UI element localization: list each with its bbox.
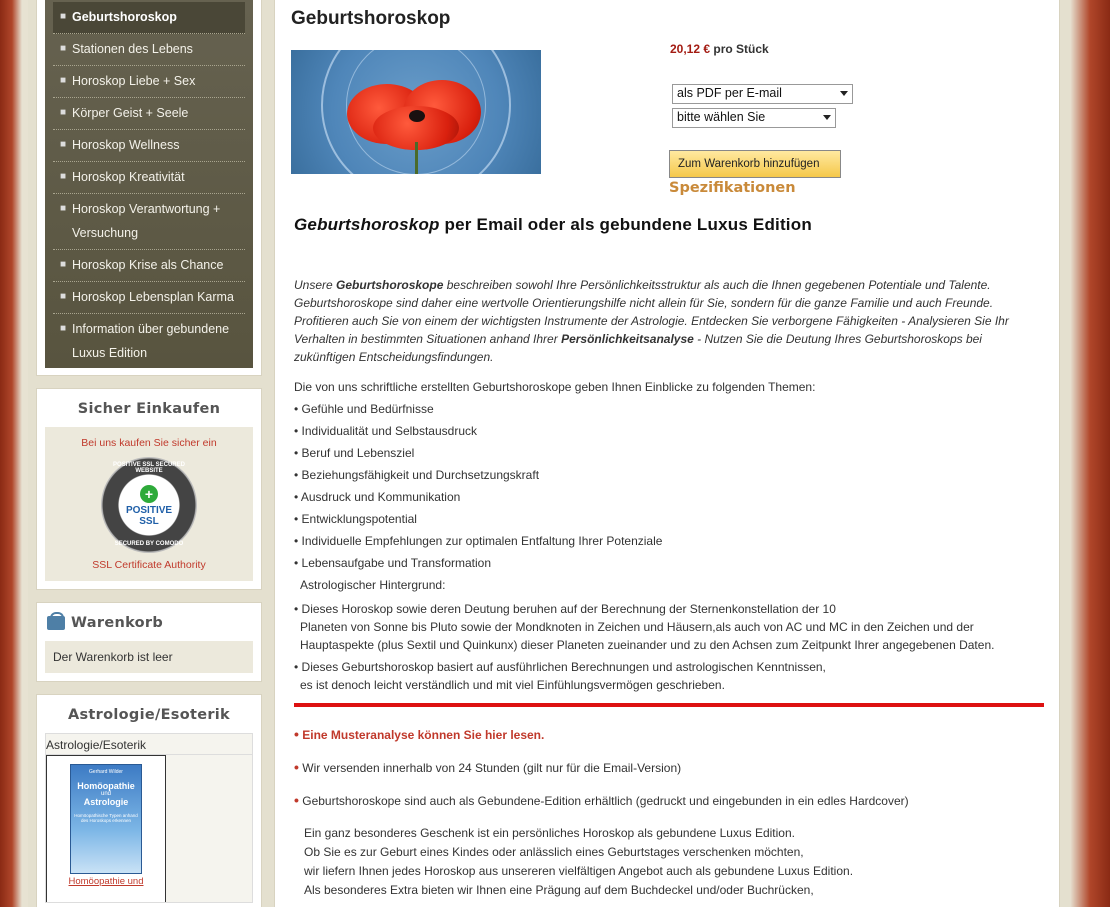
page-wrapper [28, 0, 1070, 907]
category-item-luxus[interactable]: ■ Information über gebundene Luxus Edition [53, 314, 245, 369]
background-item-1: • Dieses Horoskop sowie deren Deutung beruhen auf der Berechnung der Sternenkonstellation der 10 Planeten von Sonne bis Pluto sowie der Mondknoten in Zeichen und Häusern,als auch von AC und MC in den Zeichen und der Hauptaspekte (plus Sextil und Quinkunx) dieser Planeten zueinander und zu den Achsen zum Zeitpunkt Ihrer angegebenen Daten. [294, 602, 995, 652]
gift-text: Ein ganz besonderes Geschenk ist ein persönliches Horoskop als gebundene Luxus Edition. Ob Sie es zur Geburt eines Kindes oder anlässlich eines Geburtstages verschenken möchten, wir liefern Ihnen jedes Horoskop aus unsereren vielfältigen Angebot auch als gebundene Luxus Edition. Als besonderes Extra bieten wir Ihnen eine Prägung auf dem Buchdeckel und/oder Buchrücken, [304, 826, 854, 897]
product-image[interactable] [291, 50, 541, 174]
red-bullet-icon: • [294, 726, 299, 742]
themes-section [294, 376, 1044, 694]
poppy-stem [415, 142, 418, 174]
list-item: • Beruf und Lebensziel [294, 442, 1044, 464]
book-author: Gerhard Wilder [89, 769, 123, 775]
secure-shopping-text: Bei uns kaufen Sie sicher ein [81, 437, 217, 449]
sample-analysis-link[interactable]: Eine Musteranalyse können Sie hier lesen. [302, 728, 545, 742]
bullet-icon: ■ [60, 75, 67, 86]
cart-title: Warenkorb [45, 611, 253, 641]
cart-box [36, 602, 262, 682]
chevron-down-icon [840, 91, 848, 96]
poppy-center [409, 110, 425, 122]
list-item: • Individuelle Empfehlungen zur optimalen Entfaltung Ihrer Potenziale [294, 530, 1044, 552]
category-item-krise[interactable]: ■ Horoskop Krise als Chance [53, 250, 245, 282]
bullet-icon: ■ [60, 291, 67, 302]
secure-shopping-content [45, 427, 253, 581]
bullet-icon: ■ [60, 259, 67, 270]
ssl-authority-link[interactable]: SSL Certificate Authority [92, 559, 206, 571]
category-menu [45, 0, 253, 368]
description-heading: Geburtshoroskop per Email oder als gebundene Luxus Edition [294, 215, 812, 234]
category-item-stationen[interactable]: ■ Stationen des Lebens [53, 34, 245, 66]
price-unit: pro Stück [713, 42, 769, 56]
left-sidebar [36, 0, 262, 907]
background-item-2: • Dieses Geburtshoroskop basiert auf ausführlichen Berechnungen und astrologischen Kenntnissen, es ist denoch leicht verständlich und mit viel Einfühlungsvermögen geschrieben. [294, 660, 826, 692]
cart-status: Der Warenkorb ist leer [45, 641, 253, 673]
book-cover-image[interactable] [70, 764, 142, 874]
chevron-down-icon [823, 115, 831, 120]
book-title-line1: Homöopathie [77, 781, 135, 791]
book-link[interactable]: Homöopathie und [68, 876, 144, 887]
price-amount: 20,12 € [670, 42, 711, 56]
list-item: • Lebensaufgabe und Transformation [294, 552, 1044, 574]
bullet-icon: ■ [60, 107, 67, 118]
bullet-icon: ■ [60, 11, 67, 22]
list-item: • Individualität und Selbstausdruck [294, 420, 1044, 442]
specifications-link[interactable]: Spezifikationen [669, 180, 796, 196]
astrology-title: Astrologie/Esoterik [67, 707, 231, 723]
bullet-icon: ■ [60, 43, 67, 54]
edition-note: • Geburtshoroskope sind auch als Gebundene-Edition erhältlich (gedruckt und eingebunden in ein edles Hardcover) [294, 792, 909, 808]
book-subtitle: Homöopathische Typen anhand des Horoskops erkennen [74, 813, 138, 823]
list-item: • Entwicklungspotential [294, 508, 1044, 530]
secure-shopping-title: Sicher Einkaufen [77, 401, 221, 417]
basket-icon [47, 616, 65, 630]
themes-list [294, 398, 1044, 574]
main-content [274, 0, 1060, 907]
shipping-note: • Wir versenden innerhalb von 24 Stunden (gilt nur für die Email-Version) [294, 759, 682, 775]
book-title-line3: Astrologie [83, 797, 129, 807]
category-item-karma[interactable]: ■ Horoskop Lebensplan Karma [53, 282, 245, 314]
seal-bottom-text: SECURED BY COMODO [114, 541, 184, 547]
list-item: • Beziehungsfähigkeit und Durchsetzungskraft [294, 464, 1044, 486]
red-bullet-icon: • [294, 759, 299, 775]
category-box [36, 0, 262, 376]
category-item-geburtshoroskop[interactable]: ■ Geburtshoroskop [53, 2, 245, 34]
category-item-kreativitaet[interactable]: ■ Horoskop Kreativität [53, 162, 245, 194]
red-divider [294, 703, 1044, 707]
option-select[interactable]: bitte wählen Sie [672, 108, 836, 128]
category-item-verantwortung[interactable]: ■ Horoskop Verantwortung + Versuchung [53, 194, 245, 250]
red-bullet-icon: • [294, 792, 299, 808]
description-intro: Unsere Geburtshoroskope beschreiben sowohl Ihre Persönlichkeitsstruktur als auch die Ihnen gegebenen Potentiale und Talente. Geburtshoroskope sind daher eine wertvolle Orientierungshilfe nicht allein für Sie, sondern für die ganze Familie und auch Freunde. Profitieren auch Sie von einem der wichtigsten Instrumente der Astrologie. Entdecken Sie verborgene Fähigkeiten - Analysieren Sie Ihr Verhalten in bestimmten Situationen anhand Ihrer Persönlichkeitsanalyse - Nutzen Sie die Deutung Ihres Geburtshoroskops bei zukünftigen Entscheidungsfindungen. [294, 278, 1009, 364]
seal-top-text: POSITIVE SSL SECURED WEBSITE [113, 462, 185, 474]
bullet-icon: ■ [60, 139, 67, 150]
category-item-liebe[interactable]: ■ Horoskop Liebe + Sex [53, 66, 245, 98]
themes-heading: Die von uns schriftliche erstellten Geburtshoroskope geben Ihnen Einblicke zu folgenden Themen: [294, 380, 816, 394]
sample-note [294, 725, 1044, 744]
product-title: Geburtshoroskop [291, 8, 451, 29]
plus-icon: + [140, 485, 158, 503]
notes-section [294, 725, 1044, 900]
price [670, 42, 769, 56]
astrology-label: Astrologie/Esoterik [46, 738, 252, 755]
bullet-icon: ■ [60, 171, 67, 182]
background-heading: Astrologischer Hintergrund: [300, 578, 446, 592]
add-to-cart-button[interactable]: Zum Warenkorb hinzufügen [669, 150, 841, 178]
product-description [294, 215, 1044, 694]
seal-core [119, 485, 179, 525]
ssl-seal-icon[interactable] [101, 457, 197, 553]
secure-shopping-box [36, 388, 262, 590]
bullet-icon: ■ [60, 203, 67, 214]
list-item: • Ausdruck und Kommunikation [294, 486, 1044, 508]
astrology-content [45, 733, 253, 903]
list-item: • Gefühle und Bedürfnisse [294, 398, 1044, 420]
category-item-wellness[interactable]: ■ Horoskop Wellness [53, 130, 245, 162]
seal-center-text: POSITIVE SSL [125, 505, 173, 527]
bullet-icon: ■ [60, 323, 67, 334]
book-cell[interactable] [46, 755, 166, 903]
category-item-koerper[interactable]: ■ Körper Geist + Seele [53, 98, 245, 130]
book-title-line2: und [100, 791, 111, 797]
format-select[interactable]: als PDF per E-mail [672, 84, 853, 104]
astrology-box [36, 694, 262, 907]
